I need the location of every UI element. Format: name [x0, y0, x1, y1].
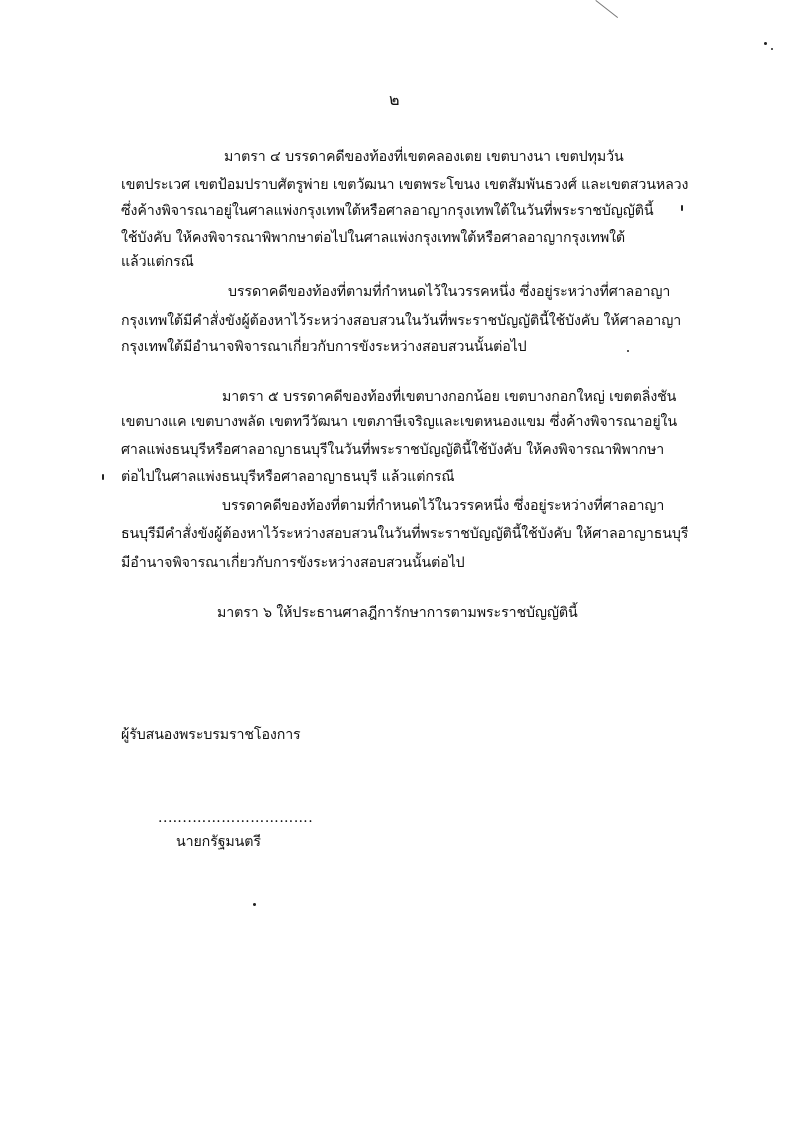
scan-speck: [764, 42, 767, 45]
section5-line4: ต่อไปในศาลแพ่งธนบุรีหรือศาลอาญาธนบุรี แล้วแต่กรณี: [121, 469, 455, 485]
section5-line6: ธนบุรีมีคำสั่งขังผู้ต้องหาไว้ระหว่างสอบสวนในวันที่พระราชบัญญัตินี้ใช้บังคับ ให้ศาลอาญาธนบุรี: [121, 526, 689, 542]
section5-line1: มาตรา ๕ บรรดาคดีของท้องที่เขตบางกอกน้อย เขตบางกอกใหญ่ เขตตลิ่งชัน: [222, 389, 677, 405]
section5-line7: มีอำนาจพิจารณาเกี่ยวกับการขังระหว่างสอบสวนนั้นต่อไป: [121, 555, 465, 571]
section5-line3: ศาลแพ่งธนบุรีหรือศาลอาญาธนบุรีในวันที่พระราชบัญญัตินี้ใช้บังคับ ให้คงพิจารณาพิพากษา: [121, 442, 665, 458]
section4-line4: ใช้บังคับ ให้คงพิจารณาพิพากษาต่อไปในศาลแพ่งกรุงเทพใต้หรือศาลอาญากรุงเทพใต้: [121, 230, 626, 246]
scan-speck: [253, 903, 256, 906]
scan-speck: [627, 350, 629, 352]
section5-line2: เขตบางแค เขตบางพลัด เขตทวีวัฒนา เขตภาษีเจริญและเขตหนองแขม ซึ่งค้างพิจารณาอยู่ใน: [121, 414, 677, 430]
scan-artifact-line: [595, 0, 618, 18]
scan-speck: [681, 205, 683, 211]
page-number: ๒: [389, 90, 400, 109]
section5-line5: บรรดาคดีของท้องที่ตามที่กำหนดไว้ในวรรคหนึ่ง ซึ่งอยู่ระหว่างที่ศาลอาญา: [222, 498, 665, 514]
section6-line1: มาตรา ๖ ให้ประธานศาลฎีการักษาการตามพระราชบัญญัตินี้: [217, 605, 578, 621]
countersign-title: นายกรัฐมนตรี: [176, 834, 261, 850]
section4-line3: ซึ่งค้างพิจารณาอยู่ในศาลแพ่งกรุงเทพใต้หรือศาลอาญากรุงเทพใต้ในวันที่พระราชบัญญัตินี้: [121, 203, 654, 219]
section4-line1: มาตรา ๔ บรรดาคดีของท้องที่เขตคลองเตย เขตบางนา เขตปทุมวัน: [224, 149, 624, 165]
section4-line2: เขตประเวศ เขตป้อมปราบศัตรูพ่าย เขตวัฒนา เขตพระโขนง เขตสัมพันธวงศ์ และเขตสวนหลวง: [121, 177, 689, 193]
signature-dotted-line: ..…..…………………….: [158, 810, 314, 826]
countersign-label: ผู้รับสนองพระบรมราชโองการ: [121, 727, 301, 743]
scan-speck: [102, 474, 104, 480]
section4-line7: กรุงเทพใต้มีคำสั่งขังผู้ต้องหาไว้ระหว่างสอบสวนในวันที่พระราชบัญญัตินี้ใช้บังคับ ให้ศาลอาญา: [121, 313, 682, 329]
section4-line5: แล้วแต่กรณี: [121, 254, 194, 270]
section4-line8: กรุงเทพใต้มีอำนาจพิจารณาเกี่ยวกับการขังระหว่างสอบสวนนั้นต่อไป: [121, 339, 527, 355]
section4-line6: บรรดาคดีของท้องที่ตามที่กำหนดไว้ในวรรคหนึ่ง ซึ่งอยู่ระหว่างที่ศาลอาญา: [228, 284, 671, 300]
scan-speck: [771, 48, 773, 50]
